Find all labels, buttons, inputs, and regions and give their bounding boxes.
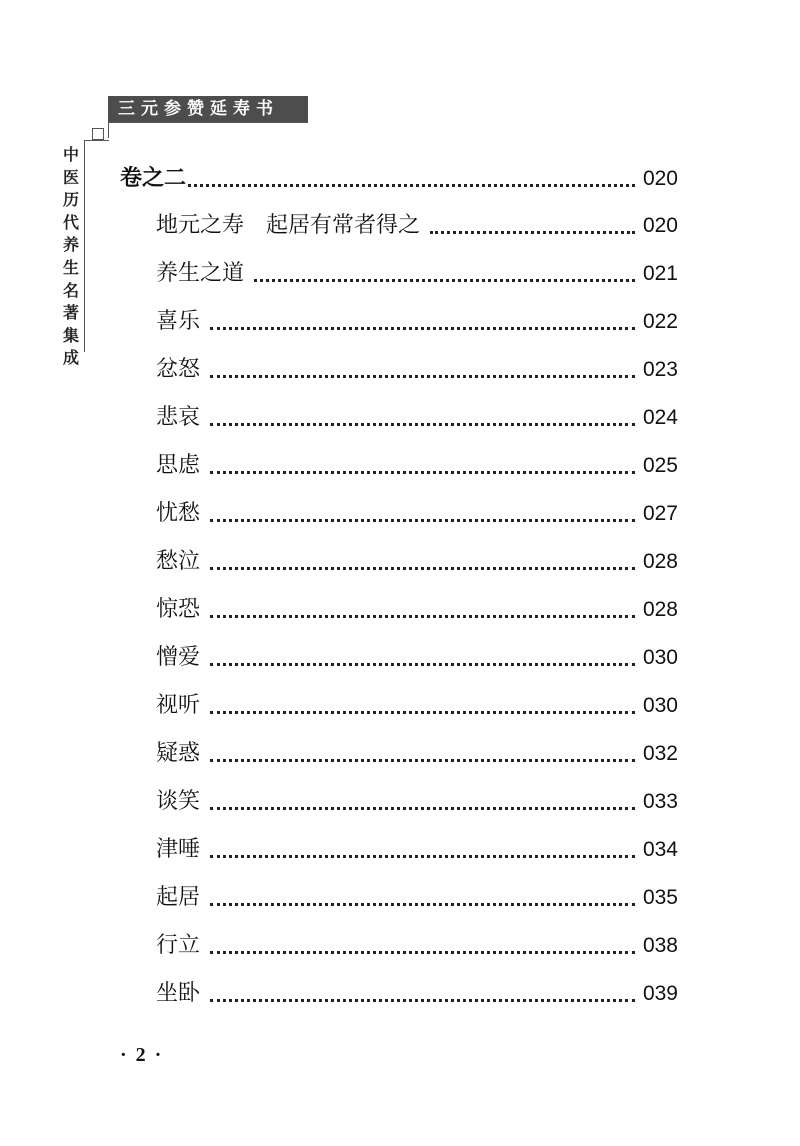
toc-page-number: 023 [642,358,678,381]
dot-leader [188,184,635,187]
toc-page-number: 033 [642,790,678,813]
running-header-banner: 三元参赞延寿书 [108,96,308,122]
toc-entry[interactable] [156,497,678,531]
toc-chapter-title: 卷之二 [120,166,187,191]
toc-entry[interactable] [156,737,678,771]
dot-leader [210,759,635,762]
toc-page-number: 038 [642,934,678,957]
toc-entry-title: 惊恐 [156,597,201,622]
toc-entry[interactable] [156,689,678,723]
dot-leader [210,855,635,858]
toc-page-number: 030 [642,694,678,717]
toc-entry-title: 养生之道 [156,261,245,286]
dot-leader [210,663,635,666]
toc-entry-title: 喜乐 [156,309,201,334]
toc-page-number: 028 [642,598,678,621]
toc-entry-title: 谈笑 [156,789,201,814]
dot-leader [210,327,635,330]
toc-page-number: 027 [642,502,678,525]
series-title-vertical: 中医历代养生名著集成 [62,145,79,368]
dot-leader [210,567,635,570]
page-number-footer: · 2 · [120,1044,164,1066]
toc-entry[interactable] [156,401,678,435]
toc-entry[interactable] [156,353,678,387]
toc-entry[interactable] [156,833,678,867]
toc-entry-title: 愁泣 [156,549,201,574]
toc-entry[interactable] [156,305,678,339]
toc-chapter-entry[interactable] [120,162,678,196]
toc-entry[interactable] [156,257,678,291]
dot-leader [254,279,635,282]
toc-entry-title: 津唾 [156,837,201,862]
toc-entry[interactable] [156,545,678,579]
toc-entry-title: 疑惑 [156,741,201,766]
dot-leader [210,807,635,810]
toc-page-number: 025 [642,454,678,477]
dot-leader [430,231,635,234]
toc-entry-title: 悲哀 [156,405,201,430]
toc-entry-title: 忿怒 [156,357,201,382]
toc-entry[interactable] [156,785,678,819]
toc-page-number: 032 [642,742,678,765]
toc-entry-title: 憎爱 [156,645,201,670]
toc-page-number: 035 [642,886,678,909]
toc-page-number: 024 [642,406,678,429]
toc-entry-title: 地元之寿 起居有常者得之 [156,213,421,238]
toc-entry[interactable] [156,977,678,1011]
dot-leader [210,951,635,954]
toc-entry-title: 起居 [156,885,201,910]
toc-page-number: 028 [642,550,678,573]
toc-entry[interactable] [156,593,678,627]
toc-entry[interactable] [156,881,678,915]
toc-page-number: 022 [642,310,678,333]
toc-page-number: 020 [642,214,678,237]
dot-leader [210,519,635,522]
dot-leader [210,999,635,1002]
toc-entry[interactable] [156,449,678,483]
toc-entry-title: 行立 [156,933,201,958]
toc-page-number: 034 [642,838,678,861]
dot-leader [210,615,635,618]
toc-entry-title: 坐卧 [156,981,201,1006]
toc-page-number: 030 [642,646,678,669]
toc-entry[interactable] [156,209,678,243]
dot-leader [210,711,635,714]
toc-entry-title: 视听 [156,693,201,718]
toc-entry[interactable] [156,929,678,963]
dot-leader [210,423,635,426]
toc-entry-title: 忧愁 [156,501,201,526]
dot-leader [210,903,635,906]
toc-page-number: 039 [642,982,678,1005]
toc-entry-title: 思虑 [156,453,201,478]
toc-entry[interactable] [156,641,678,675]
dot-leader [210,375,635,378]
toc-page-number: 020 [642,167,678,190]
dot-leader [210,471,635,474]
toc-page-number: 021 [642,262,678,285]
